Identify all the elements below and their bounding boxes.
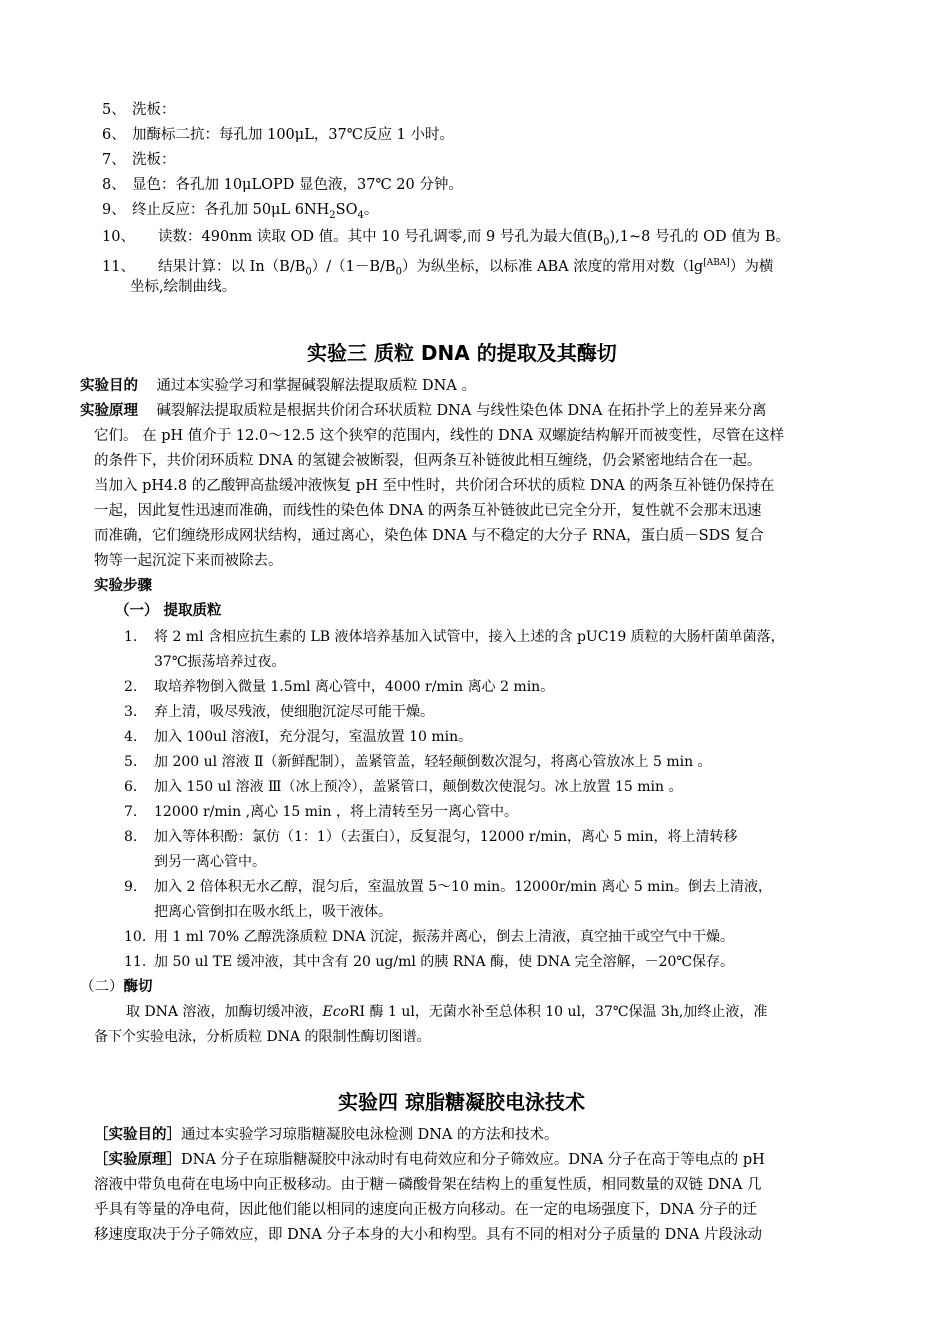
step-9 (102, 200, 378, 226)
digest-text: RI 酶 1 ul，无菌水补至总体积 10 ul，37℃保温 3h,加终止液，准 (349, 1004, 768, 1020)
exp3-step-8-cont: 到另一离心管中。 (154, 854, 266, 870)
step-number: 6. (124, 779, 138, 795)
step-text: 显色：各孔加 10μLOPD 显色液，37℃ 20 分钟。 (132, 177, 463, 193)
step-text: 加入 150 ul 溶液 Ⅲ（冰上预冷），盖紧管口，颠倒数次使混匀。冰上放置 15 min 。 (154, 779, 683, 795)
subscript: 0 (603, 236, 610, 248)
step-number: 3. (124, 704, 138, 720)
exp3-title: 实验三 质粒 DNA 的提取及其酶切 (307, 341, 617, 365)
step-6 (102, 125, 454, 145)
exp3-step-2 (124, 677, 554, 697)
step-text: 12000 r/min ,离心 15 min ，将上清转至另一离心管中。 (154, 804, 518, 820)
step-text: 将 2 ml 含相应抗生素的 LB 液体培养基加入试管中，接入上述的含 pUC19 质粒的大肠杆菌单菌落， (154, 629, 785, 645)
principle-text: DNA 分子在琼脂糖凝胶中泳动时有电荷效应和分子筛效应。DNA 分子在高于等电点的 pH (181, 1152, 765, 1168)
step-number: 7、 (102, 152, 126, 168)
step-text: ）为纵坐标，以标准 ABA 浓度的常用对数（lg (401, 258, 704, 275)
step-number: 9、 (102, 202, 126, 218)
exp3-part1-label: （一） 提取质粒 (115, 603, 222, 619)
principle-text: 碱裂解法提取质粒是根据共价闭合环状质粒 DNA 与线性染色体 DNA 在拓扑学上的差异来分离 (156, 403, 767, 419)
exp3-principle-line: 而准确，它们缠绕形成网状结构，通过离心，染色体 DNA 与不稳定的大分子 RNA，蛋白质－SDS 复合 (94, 528, 764, 544)
step-11-continuation: 坐标,绘制曲线。 (130, 279, 237, 295)
step-7 (102, 150, 176, 170)
principle-label: 实验原理 (80, 403, 138, 419)
step-number: 2. (124, 679, 138, 695)
step-number: 6、 (102, 127, 126, 143)
step-number: 4. (124, 729, 138, 745)
step-number: 11、 (102, 258, 135, 275)
purpose-label: 实验目的 (80, 378, 138, 394)
digest-text: 取 DNA 溶液，加酶切缓冲液， (126, 1004, 323, 1020)
step-text: 。 (363, 202, 379, 218)
part-title: 酶切 (123, 979, 153, 995)
step-text: 弃上清，吸尽残液，使细胞沉淀尽可能干燥。 (154, 704, 434, 720)
step-text: 取培养物倒入微量 1.5ml 离心管中，4000 r/min 离心 2 min。 (154, 679, 555, 695)
part-number: （二） (80, 979, 124, 995)
exp3-step-3 (124, 702, 434, 722)
exp4-purpose (94, 1125, 559, 1145)
step-number: 8、 (102, 177, 126, 193)
exp3-part2-label (80, 977, 153, 997)
exp3-principle-first (80, 401, 766, 421)
subscript: 4 (357, 209, 364, 221)
step-text: SO (335, 202, 358, 218)
exp4-principle-first (94, 1150, 765, 1170)
exp3-digest-line-2: 备下个实验电泳，分析质粒 DNA 的限制性酶切图谱。 (94, 1029, 431, 1045)
step-text: 加入等体积酚：氯仿（1：1）（去蛋白），反复混匀，12000 r/min，离心 5 min，将上清转移 (154, 829, 738, 845)
exp4-principle-line: 溶液中带负电荷在电场中向正极移动。由于糖－磷酸骨架在结构上的重复性质，相同数量的双链 DNA 几 (94, 1177, 762, 1193)
exp4-principle-line: 乎具有等量的净电荷，因此他们能以相同的速度向正极方向移动。在一定的电场强度下，DNA 分子的迁 (94, 1202, 757, 1218)
step-number: 1. (124, 629, 138, 645)
step-number: 9. (124, 879, 138, 895)
step-text: ）为横 (729, 258, 774, 275)
step-number: 10. (124, 929, 147, 945)
step-number: 8. (124, 829, 138, 845)
exp3-steps-label: 实验步骤 (94, 578, 152, 594)
purpose-text: 通过本实验学习琼脂糖凝胶电泳检测 DNA 的方法和技术。 (181, 1127, 559, 1143)
step-number: 7. (124, 804, 138, 820)
step-text: 加入 2 倍体积无水乙醇，混匀后，室温放置 5～10 min。12000r/min 离心 5 min。倒去上清液， (154, 879, 772, 895)
step-8 (102, 175, 463, 195)
step-text: 加入 100ul 溶液Ⅰ，充分混匀，室温放置 10 min。 (154, 729, 473, 745)
exp3-digest-line-1 (126, 1002, 767, 1022)
exp3-step-9 (124, 877, 772, 897)
step-text: 终止反应：各孔加 50μL 6NH (132, 202, 330, 218)
step-text: 洗板： (132, 152, 176, 168)
exp3-step-9-cont: 把离心管倒扣在吸水纸上，吸干液体。 (154, 904, 392, 920)
superscript: [ABA] (703, 258, 730, 268)
exp4-title: 实验四 琼脂糖凝胶电泳技术 (338, 1090, 585, 1114)
exp3-step-11 (124, 952, 734, 972)
exp3-step-10 (124, 927, 734, 947)
exp3-step-5 (124, 752, 712, 772)
step-number: 11. (124, 954, 147, 970)
purpose-text: 通过本实验学习和掌握碱裂解法提取质粒 DNA 。 (156, 378, 476, 394)
step-number: 10、 (102, 229, 135, 245)
step-10 (102, 227, 790, 253)
subscript: 0 (305, 266, 312, 278)
enzyme-italic: Eco (322, 1004, 349, 1020)
step-number: 5、 (102, 102, 126, 118)
step-text: 读数：490nm 读取 OD 值。其中 10 号孔调零,而 9 号孔为最大值(B (158, 229, 604, 245)
step-text: 用 1 ml 70% 乙醇洗涤质粒 DNA 沉淀，振荡并离心，倒去上清液，真空抽干或空气中干燥。 (154, 929, 735, 945)
exp3-purpose (80, 376, 476, 396)
subscript: 2 (329, 209, 336, 221)
principle-label: ［实验原理］ (94, 1152, 181, 1168)
step-text: 加 50 ul TE 缓冲液，其中含有 20 ug/ml 的胰 RNA 酶，使 DNA 完全溶解，－20℃保存。 (154, 954, 735, 970)
step-text: 洗板： (132, 102, 176, 118)
exp3-principle-line: 一起，因此复性迅速而准确，而线性的染色体 DNA 的两条互补链彼此已完全分开，复性就不会那末迅速 (94, 503, 762, 519)
exp3-step-4 (124, 727, 472, 747)
exp3-principle-line: 的条件下，共价闭环质粒 DNA 的氢键会被断裂，但两条互补链彼此相互缠绕，仍会紧密地结合在一起。 (94, 453, 762, 469)
step-text: 结果计算：以 In（B/B (158, 258, 306, 275)
exp3-step-8 (124, 827, 738, 847)
exp3-principle-line: 它们。 在 pH 值介于 12.0～12.5 这个狭窄的范围内，线性的 DNA 双螺旋结构解开而被变性，尽管在这样 (94, 428, 785, 444)
exp3-step-7 (124, 802, 518, 822)
step-text: ）/（1－B/B (311, 258, 396, 275)
subscript: 0 (395, 266, 402, 278)
exp3-principle-line: 当加入 pH4.8 的乙酸钾高盐缓冲液恢复 pH 至中性时，共价闭合环状的质粒 DNA 的两条互补链仍保持在 (94, 478, 775, 494)
step-number: 5. (124, 754, 138, 770)
exp3-principle-line: 物等一起沉淀下来而被除去。 (94, 553, 283, 569)
purpose-label: ［实验目的］ (94, 1127, 181, 1143)
step-text: 加酶标二抗：每孔加 100μL，37℃反应 1 小时。 (132, 127, 454, 143)
exp3-step-1-cont: 37℃振荡培养过夜。 (154, 654, 286, 670)
exp4-principle-line: 移速度取决于分子筛效应，即 DNA 分子本身的大小和构型。具有不同的相对分子质量的 DNA 片段泳动 (94, 1227, 763, 1243)
exp3-step-1 (124, 627, 785, 647)
step-text: 加 200 ul 溶液 Ⅱ（新鲜配制），盖紧管盖，轻轻颠倒数次混匀，将离心管放冰上 5 min 。 (154, 754, 712, 770)
exp3-step-6 (124, 777, 682, 797)
step-5 (102, 100, 176, 120)
step-text: ),1~8 号孔的 OD 值为 B。 (609, 229, 790, 245)
